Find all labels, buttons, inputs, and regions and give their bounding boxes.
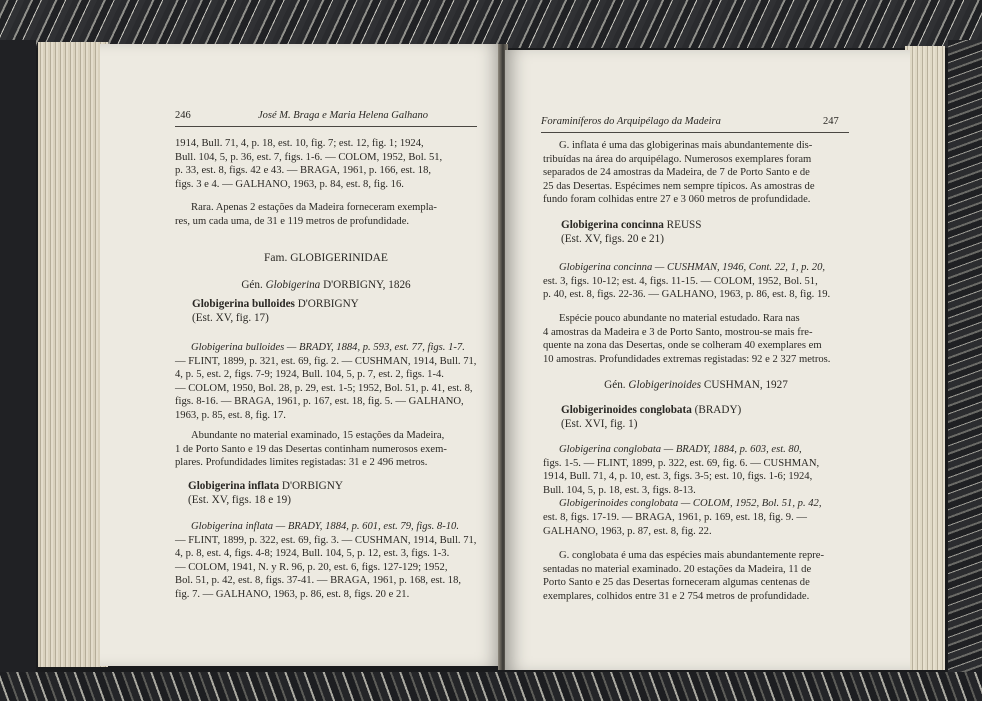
text-line: exemplares, colhidos entre 31 e 2 754 metros de profundidade. xyxy=(543,590,810,602)
species-authority: D'ORBIGNY xyxy=(297,298,359,310)
text-line: figs. 3 e 4. — GALHANO, 1963, p. 84, est. 8, fig. 16. xyxy=(175,178,404,190)
text-line: res, um cada uma, de 31 e 119 metros de profundidade. xyxy=(175,215,410,227)
synonymy-paragraph xyxy=(543,261,830,302)
header-rule xyxy=(175,126,477,127)
text-line: 1963, p. 85, est. 8, fig. 17. xyxy=(175,409,286,421)
species-heading xyxy=(192,298,359,325)
text-line: G. conglobata é uma das espécies mais abundantemente repre- xyxy=(559,550,825,561)
synonymy-paragraph xyxy=(543,443,822,538)
book-cover-top xyxy=(0,0,982,48)
text-line: 1 de Porto Santo e 19 das Desertas continham numerosos exem- xyxy=(175,443,447,455)
text-line: fig. 7. — GALHANO, 1963, p. 86, est. 8, figs. 20 e 21. xyxy=(175,588,410,600)
text-line: 4, p. 5, est. 2, figs. 7-9; 1924, Bull. 104, 5, p. 7, est. 2, figs. 1-4. xyxy=(175,369,444,381)
body-paragraph xyxy=(175,429,447,470)
species-name: Globigerina bulloides xyxy=(192,298,295,310)
text-line: Bull. 104, 5, p. 36, est. 7, figs. 1-6. — COLOM, 1952, Bol. 51, xyxy=(175,151,443,163)
text-line: Bull. 104, 5, p. 18, est. 3, figs. 8-13. xyxy=(543,484,696,496)
text-line: — FLINT, 1899, p. 321, est. 69, fig. 2. — CUSHMAN, 1914, Bull. 71, xyxy=(175,355,477,367)
text-line: Globigerina inflata — BRADY, 1884, p. 601, est. 79, figs. 8-10. xyxy=(191,521,459,532)
genus-name: Globigerina xyxy=(265,279,321,291)
genus-prefix: Gén. xyxy=(604,379,626,391)
header-rule xyxy=(541,132,849,133)
species-heading xyxy=(561,219,702,246)
citation-paragraph xyxy=(175,137,442,191)
synonymy-paragraph xyxy=(175,520,476,602)
species-heading xyxy=(561,404,741,431)
text-line: GALHANO, 1963, p. 87, est. 8, fig. 22. xyxy=(543,525,712,537)
body-paragraph xyxy=(543,139,815,207)
plate-reference: (Est. XV, figs. 18 e 19) xyxy=(188,493,291,506)
body-paragraph xyxy=(175,201,437,228)
text-line: p. 33, est. 8, figs. 42 e 43. — BRAGA, 1961, p. 166, est. 18, xyxy=(175,165,432,177)
plate-reference: (Est. XV, fig. 17) xyxy=(192,311,269,324)
species-name: Globigerina inflata xyxy=(188,480,280,492)
text-line: p. 40, est. 8, figs. 22-36. — GALHANO, 1963, p. 86, est. 8, fig. 19. xyxy=(543,289,831,301)
genus-authority: D'ORBIGNY, 1826 xyxy=(323,279,411,291)
text-line: 25 das Desertas. Espécimes nem sempre típicos. As amostras de xyxy=(543,180,815,192)
page-number: 246 xyxy=(175,110,191,121)
species-authority: REUSS xyxy=(666,219,702,231)
text-line: Rara. Apenas 2 estações da Madeira forneceram exempla- xyxy=(191,202,437,213)
text-line: figs. 8-16. — BRAGA, 1961, p. 167, est. 18, fig. 5. — GALHANO, xyxy=(175,396,464,408)
text-line: 1914, Bull. 71, 4, p. 18, est. 10, fig. 7; est. 12, fig. 1; 1924, xyxy=(175,138,424,149)
text-line: 1914, Bull. 71, 4, p. 10, est. 3, figs. 3-5; est. 10, figs. 1-6; 1924, xyxy=(543,471,813,483)
page-edges-right xyxy=(905,46,945,670)
text-line: G. inflata é uma das globigerinas mais abundantemente dis- xyxy=(559,140,813,151)
species-name: Globigerinoides conglobata xyxy=(561,404,692,416)
text-line: est. 8, figs. 17-19. — BRAGA, 1961, p. 169, est. 18, fig. 9. — xyxy=(543,511,807,523)
text-line: separados de 24 amostras da Madeira, de 7 de Porto Santo e de xyxy=(543,167,810,179)
running-head: José M. Braga e Maria Helena Galhano xyxy=(258,110,429,121)
plate-reference: (Est. XV, figs. 20 e 21) xyxy=(561,232,664,245)
running-head: Foraminíferos do Arquipélago da Madeira xyxy=(541,116,721,127)
book-cover-left xyxy=(0,40,36,680)
text-line: Globigerina bulloides — BRADY, 1884, p. 593, est. 77, figs. 1-7. xyxy=(191,342,465,353)
genus-heading xyxy=(543,379,849,393)
text-line: est. 3, figs. 10-12; est. 4, figs. 11-15. — COLOM, 1952, Bol. 51, xyxy=(543,275,818,287)
page-number: 247 xyxy=(823,116,839,127)
species-authority: (BRADY) xyxy=(694,404,742,416)
text-line: — COLOM, 1941, N. y R. 96, p. 20, est. 6, figs. 127-129; 1952, xyxy=(175,561,448,573)
species-heading xyxy=(188,480,343,507)
text-line: Globigerinoides conglobata — COLOM, 1952, Bol. 51, p. 42, xyxy=(559,498,822,510)
text-line: — COLOM, 1950, Bol. 28, p. 29, est. 1-5; 1952, Bol. 51, p. 41, est. 8, xyxy=(175,382,473,394)
book-cover-right xyxy=(948,40,982,680)
body-paragraph xyxy=(543,549,824,603)
text-line: Globigerina concinna — CUSHMAN, 1946, Cont. 22, 1, p. 20, xyxy=(559,262,826,273)
genus-heading xyxy=(175,279,477,293)
page-edges-left xyxy=(38,42,108,667)
genus-prefix: Gén. xyxy=(241,279,263,291)
species-authority: D'ORBIGNY xyxy=(281,480,343,492)
genus-authority: CUSHMAN, 1927 xyxy=(703,379,788,391)
genus-name: Globigerinoides xyxy=(628,379,702,391)
family-heading: Fam. GLOBIGERINIDAE xyxy=(264,252,388,264)
synonymy-paragraph xyxy=(175,341,476,423)
text-line: Globigerina conglobata — BRADY, 1884, p. 603, est. 80, xyxy=(559,444,802,455)
text-line: quente na zona das Desertas, onde se colheram 40 exemplares em xyxy=(543,340,822,352)
body-paragraph xyxy=(543,312,830,366)
text-line: sentadas no material examinado. 20 estações da Madeira, 11 de xyxy=(543,563,812,575)
text-line: figs. 1-5. — FLINT, 1899, p. 322, est. 69, fig. 6. — CUSHMAN, xyxy=(543,457,820,469)
text-line: tribuídas na área do arquipélago. Numerosos exemplares foram xyxy=(543,153,812,165)
text-line: plares. Profundidades limites registadas: 31 e 2 496 metros. xyxy=(175,457,428,469)
book-cover-bottom xyxy=(0,672,982,701)
text-line: fundo foram colhidas entre 27 e 3 060 metros de profundidade. xyxy=(543,194,811,206)
text-line: Porto Santo e 25 das Desertas forneceram algumas centenas de xyxy=(543,577,810,589)
text-line: — FLINT, 1899, p. 322, est. 69, fig. 3. — CUSHMAN, 1914, Bull. 71, xyxy=(175,534,477,546)
species-name: Globigerina concinna xyxy=(561,219,664,231)
text-line: Bol. 51, p. 42, est. 8, figs. 37-41. — BRAGA, 1961, p. 168, est. 18, xyxy=(175,575,462,587)
plate-reference: (Est. XVI, fig. 1) xyxy=(561,417,638,430)
text-line: 10 amostras. Profundidades extremas registadas: 92 e 2 327 metros. xyxy=(543,353,831,365)
right-page xyxy=(505,50,910,670)
text-line: Espécie pouco abundante no material estudado. Rara nas xyxy=(559,313,800,324)
text-line: Abundante no material examinado, 15 estações da Madeira, xyxy=(191,430,445,441)
text-line: 4, p. 8, est. 4, figs. 4-8; 1924, Bull. 104, 5, p. 12, est. 3, figs. 1-3. xyxy=(175,548,450,560)
text-line: 4 amostras da Madeira e 3 de Porto Santo, mostrou-se mais fre- xyxy=(543,326,813,338)
left-page xyxy=(100,44,502,666)
